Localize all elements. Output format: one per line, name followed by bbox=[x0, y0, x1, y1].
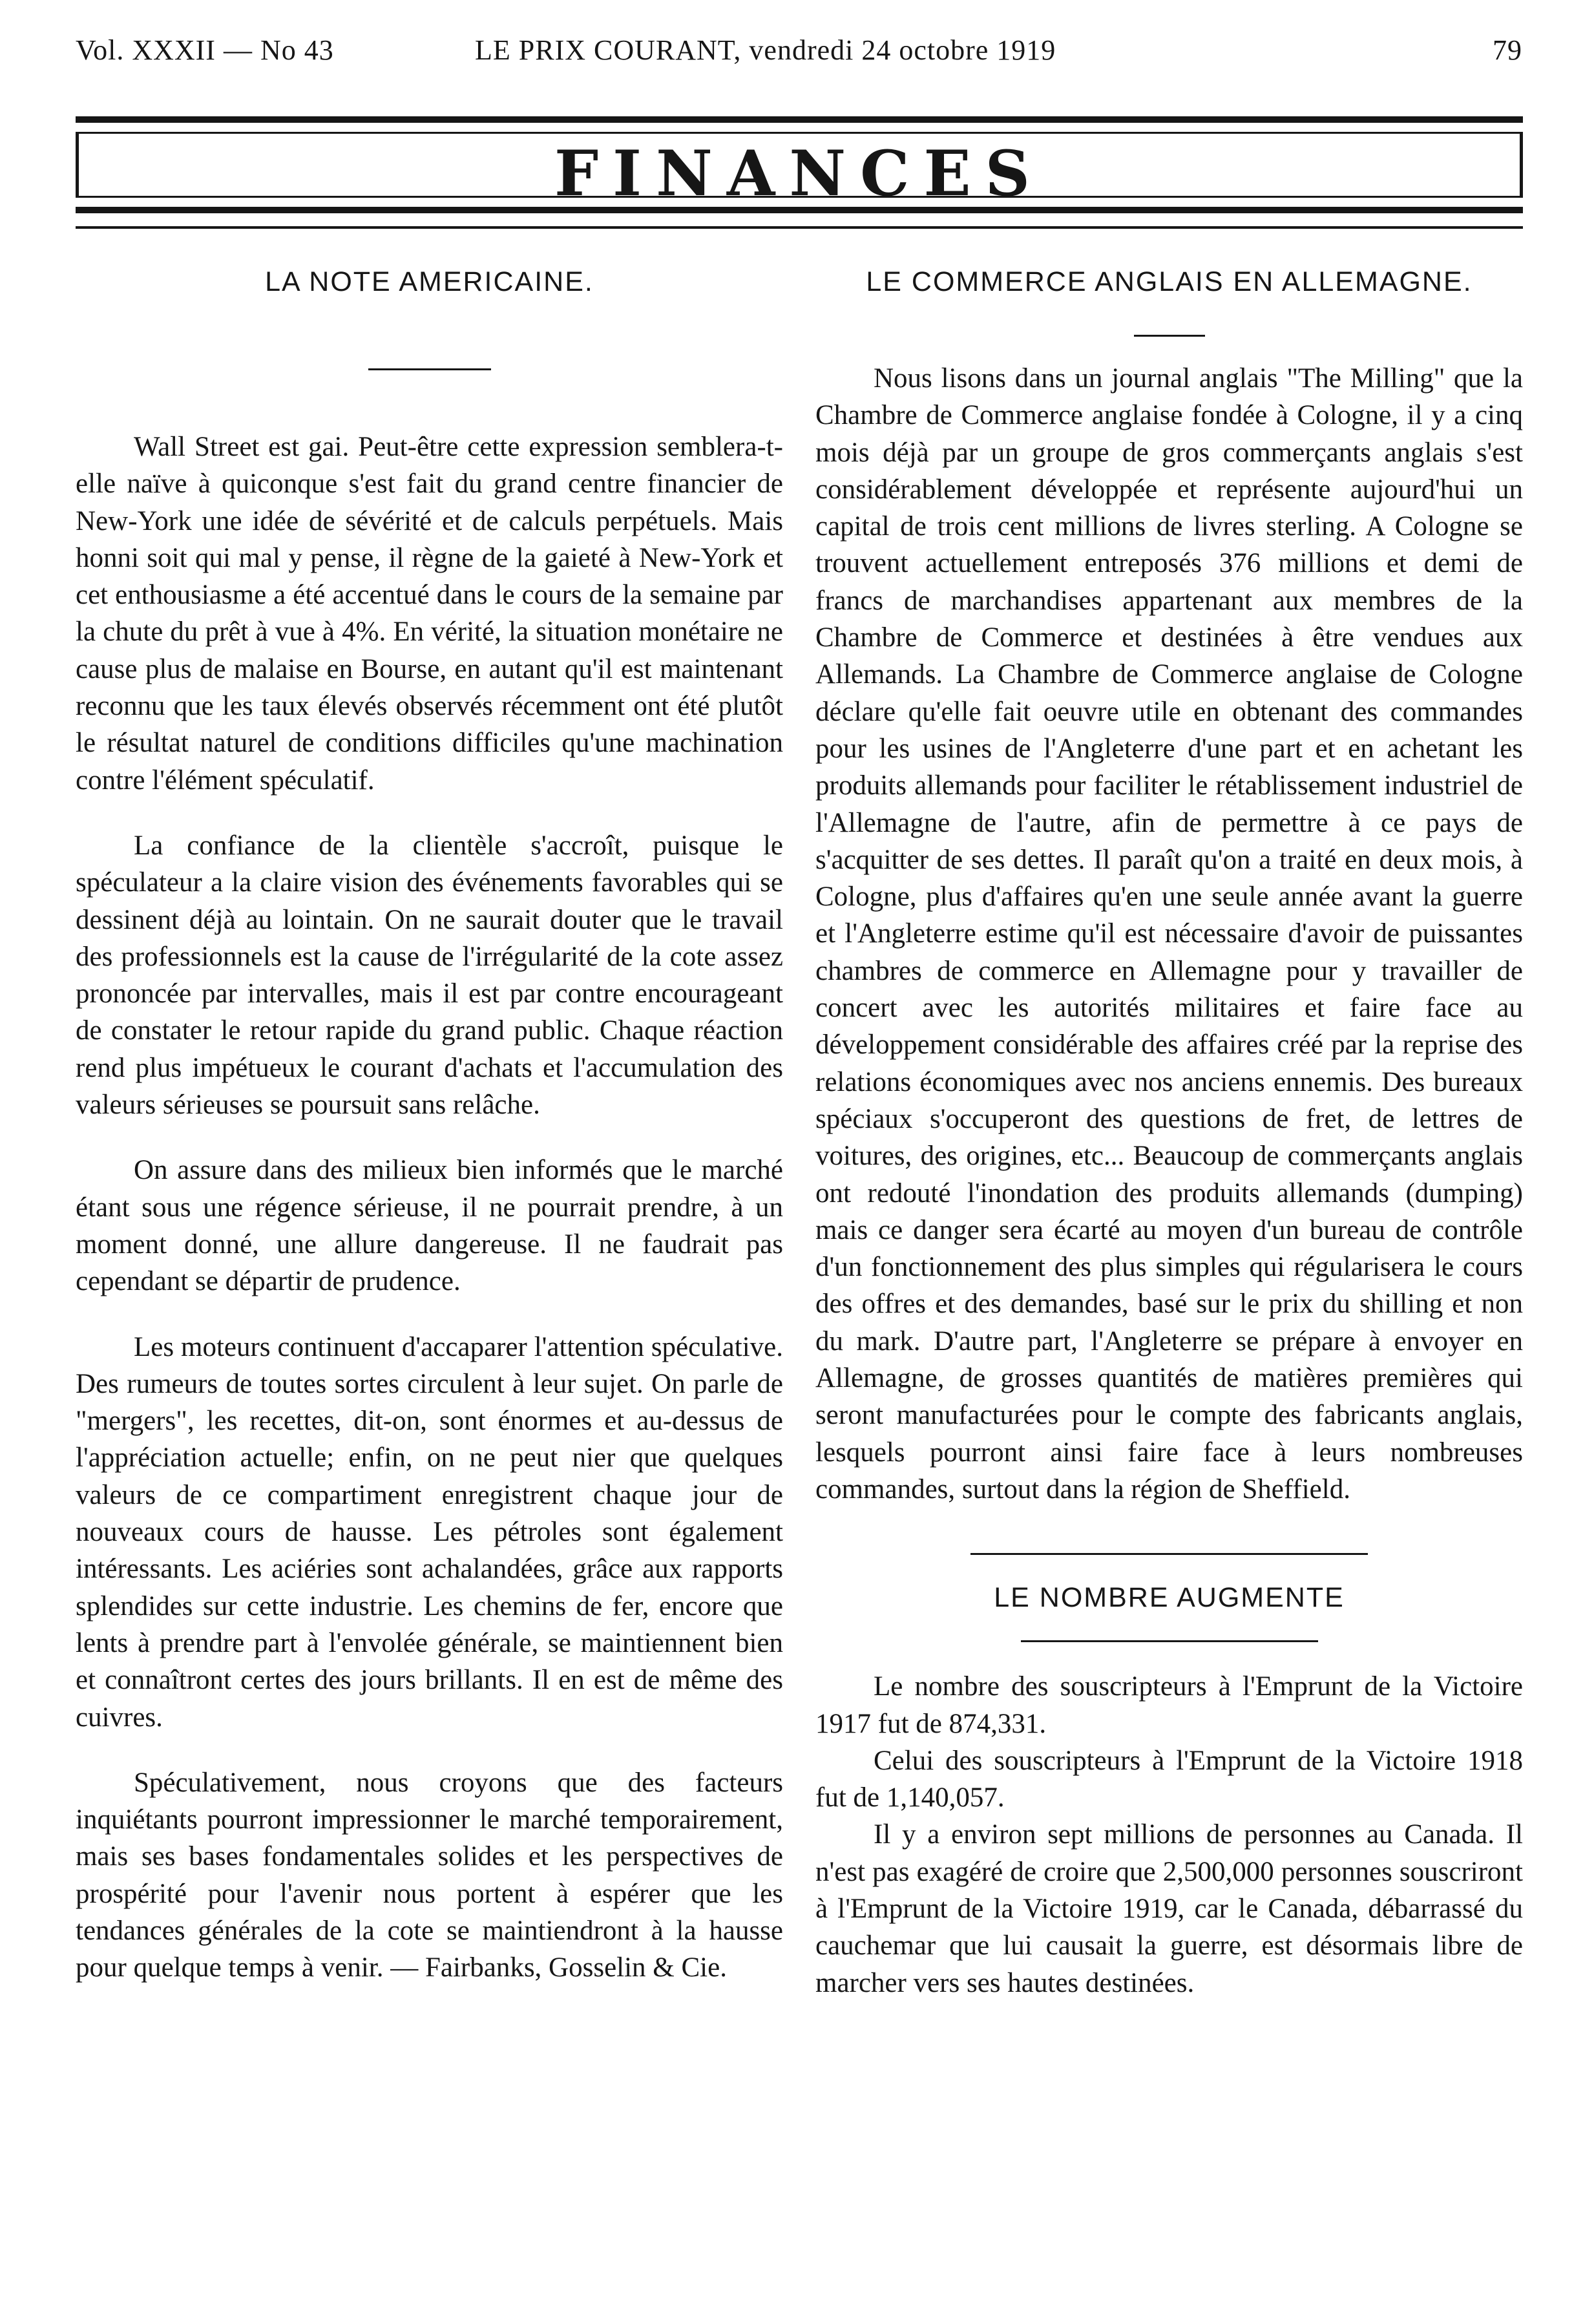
banner-frame bbox=[76, 132, 1523, 210]
section-title: FINANCES bbox=[554, 137, 1044, 210]
masthead-date: LE PRIX COURANT, vendredi 24 octobre 1919 bbox=[475, 34, 1056, 66]
article-title: LE COMMERCE ANGLAIS EN ALLEMAGNE. bbox=[866, 266, 1473, 297]
article-paragraph: Il y a environ sept millions de personnes au Canada. Il n'est pas exagéré de croire que 2,500,000 personnes souscriront à l'Emprunt de la Victoire 1919, car le Canada, débarrassé du cauchemar que lui causait la guerre, est désormais libre de marcher vers ses hautes destinées. bbox=[815, 1819, 1523, 1998]
article-paragraph: Wall Street est gai. Peut-être cette expression semblera-t-elle naïve à quiconque s'est fait du grand centre financier de New-York une idée de sévérité et de calculs perpétuels. Mais honni soit qui mal y pense, il règne de la gaieté à New-York et cet enthousiasme a été accentué dans le cours de la semaine par la chute du prêt à vue à 4%. En vérité, la situation monétaire ne cause plus de malaise en Bourse, en autant qu'il est maintenant reconnu que les taux élevés observés récemment ont été plutôt le résultat naturel de conditions difficiles qu'une machination contre l'élément spéculatif. bbox=[76, 432, 783, 796]
section-banner bbox=[76, 116, 1523, 213]
article-title: LA NOTE AMERICAINE. bbox=[265, 266, 594, 297]
article-paragraph: La confiance de la clientèle s'accroît, puisque le spéculateur a la claire vision des événements favorables qui se dessinent déjà au lointain. On ne saurait douter que le travail des professionnels est la cause de l'irrégularité de la cote assez prononcée par intervalles, mais il est par contre encourageant de constater le retour rapide du grand public. Chaque réaction rend plus impétueux le courant d'achats et l'accumulation des valeurs sérieuses se poursuit sans relâche. bbox=[76, 830, 783, 1121]
article-title: LE NOMBRE AUGMENTE bbox=[994, 1582, 1345, 1614]
page-number: 79 bbox=[1493, 34, 1522, 66]
article-paragraph: Celui des souscripteurs à l'Emprunt de la Victoire 1918 fut de 1,140,057. bbox=[815, 1745, 1523, 1813]
article-paragraph: Les moteurs continuent d'accaparer l'attention spéculative. Des rumeurs de toutes sortes circulent à leur sujet. On parle de "mergers", les recettes, dit-on, sont énormes et au-dessus de l'appréciation actuelle; enfin, on ne peut nier que quelques valeurs de ce compartiment enregistrent chaque jour de nouveaux cours de hausse. Les pétroles sont également intéressants. Les aciéries sont achalandées, grâce aux rapports splendides sur cette industrie. Les chemins de fer, encore que lents à prendre part à l'envolée générale, se maintiennent bien et connaîtront certes des jours brillants. Il en est de même des cuivres. bbox=[76, 1331, 783, 1733]
article-paragraph: On assure dans des milieux bien informés que le marché étant sous une régence sérieuse, il ne pourrait prendre, à un moment donné, une allure dangereuse. Il ne faudrait pas cependant se départir de prudence. bbox=[76, 1155, 783, 1297]
volume-number: Vol. XXXII — No 43 bbox=[76, 34, 334, 66]
article-paragraph: Le nombre des souscripteurs à l'Emprunt de la Victoire 1917 fut de 874,331. bbox=[815, 1671, 1523, 1739]
article-right-column bbox=[815, 265, 1523, 2002]
article-paragraph: Spéculativement, nous croyons que des facteurs inquiétants pourront impressionner le marché temporairement, mais ses bases fondamentales solides et les perspectives de prospérité pour l'avenir nous portent à espérer que les tendances générales de la cote se maintiendront à la hausse pour quelque temps à venir. — Fairbanks, Gosselin & Cie. bbox=[76, 1767, 783, 1983]
banner-divider bbox=[76, 226, 1523, 229]
article-paragraph: Nous lisons dans un journal anglais "The Milling" que la Chambre de Commerce anglaise fondée à Cologne, il y a cinq mois déjà par un groupe de gros commerçants anglais s'est considérablement développée et représente aujourd'hui un capital de trois cent millions de livres sterling. A Cologne se trouvent actuellement entreposés 376 millions et demi de francs de marchandises appartenant aux membres de la Chambre de Commerce et destinées à être vendues aux Allemands. La Chambre de Commerce anglaise de Cologne déclare qu'elle fait oeuvre utile en obtenant des commandes pour les usines de l'Angleterre d'une part et en achetant les produits allemands pour faciliter le rétablissement industriel de l'Allemagne de l'autre, afin de permettre à ce pays de s'acquitter de ses dettes. Il paraît qu'on a traité en deux mois, à Cologne, plus d'affaires qu'en une seule année avant la guerre et l'Angleterre estime qu'il est nécessaire d'avoir de puissantes chambres de commerce en Allemagne pour y travailler de concert avec les autorités militaires et faire face au développement considérable des affaires créé par la reprise des relations économiques avec nos anciens ennemis. Des bureaux spéciaux s'occuperont des questions de fret, de lettres de voitures, des origines, etc... Beaucoup de commerçants anglais ont redouté l'inondation des produits allemands (dumping) mais ce danger sera écarté au moyen d'un bureau de contrôle d'un fonctionnement des plus simples qui régularisera le cours des offres et des demandes, basé sur le prix du shilling et non du mark. D'autre part, l'Angleterre se prépare à envoyer en Allemagne, de grosses quantités de matières premières qui seront manufacturées pour le compte des fabricants anglais, lesquels pourront ainsi faire face à leurs nombreuses commandes, surtout dans la région de Sheffield. bbox=[815, 363, 1523, 1505]
article-left-column bbox=[76, 265, 783, 1987]
